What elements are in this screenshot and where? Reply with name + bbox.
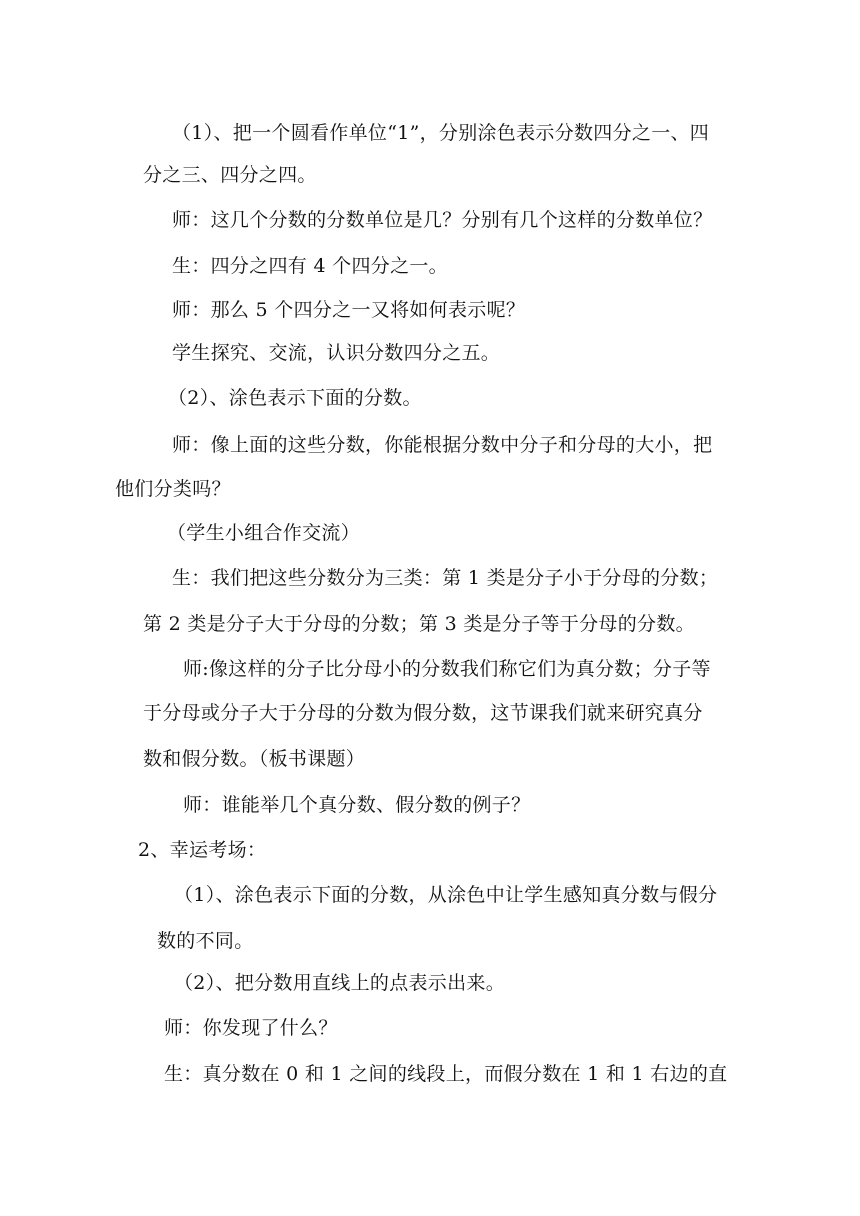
text-line-5: 师：那么 5 个四分之一又将如何表示呢？ — [172, 299, 526, 321]
text-line-7: （2）、涂色表示下面的分数。 — [168, 387, 422, 409]
text-line-15: 数和假分数。（板书课题） — [143, 748, 366, 770]
text-line-3: 师：这几个分数的分数单位是几？分别有几个这样的分数单位？ — [172, 209, 713, 231]
text-line-4: 生：四分之四有 4 个四分之一。 — [172, 255, 448, 277]
text-line-13: 师:像这样的分子比分母小的分数我们称它们为真分数；分子等 — [183, 658, 711, 680]
text-line-21: 师：你发现了什么？ — [164, 1017, 338, 1039]
text-line-1: （1）、把一个圆看作单位“1”，分别涂色表示分数四分之一、四 — [172, 122, 710, 144]
text-line-22: 生：真分数在 0 和 1 之间的线段上，而假分数在 1 和 1 右边的直 — [164, 1063, 728, 1085]
text-line-2: 分之三、四分之四。 — [143, 164, 317, 186]
text-line-8: 师：像上面的这些分数，你能根据分数中分子和分母的大小，把 — [172, 434, 713, 456]
text-line-16: 师：谁能举几个真分数、假分数的例子？ — [183, 794, 531, 816]
section-heading: 2、幸运考场： — [138, 839, 267, 861]
text-line-19: 数的不同。 — [157, 930, 254, 952]
text-line-10: （学生小组合作交流） — [167, 522, 361, 544]
text-line-20: （2）、把分数用直线上的点表示出来。 — [174, 972, 505, 994]
text-line-14: 于分母或分子大于分母的分数为假分数，这节课我们就来研究真分 — [143, 702, 703, 724]
text-line-6: 学生探究、交流，认识分数四分之五。 — [172, 342, 501, 364]
text-line-12: 第 2 类是分子大于分母的分数；第 3 类是分子等于分母的分数。 — [143, 613, 695, 635]
text-line-18: （1）、涂色表示下面的分数，从涂色中让学生感知真分数与假分 — [174, 884, 718, 906]
text-line-9: 他们分类吗？ — [115, 478, 231, 500]
text-line-11: 生：我们把这些分数分为三类：第 1 类是分子小于分母的分数； — [172, 567, 719, 589]
